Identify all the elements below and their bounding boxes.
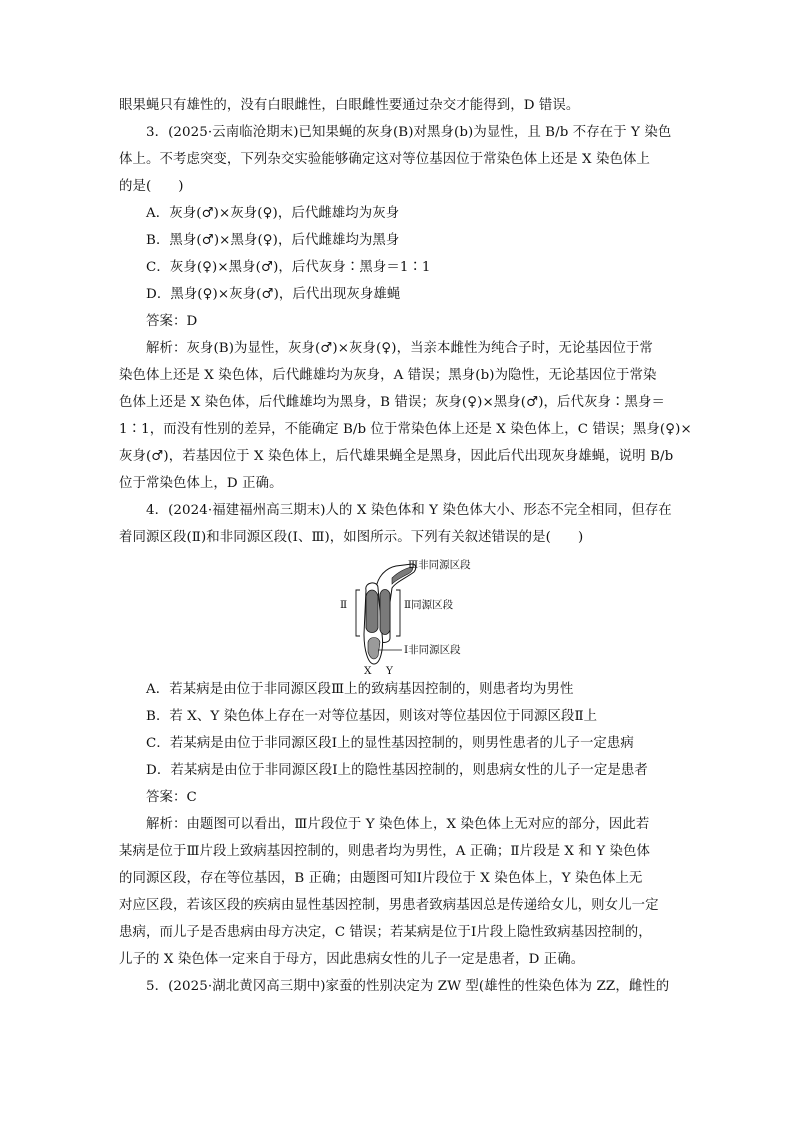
label-x-chromosome: X bbox=[364, 665, 372, 676]
text-line: 儿子的 X 染色体一定来自于母方，因此患病女性的儿子一定是患者，D 正确。 bbox=[119, 952, 585, 967]
text-line: 着同源区段(Ⅱ)和非同源区段(Ⅰ、Ⅲ)，如图所示。下列有关叙述错误的是( ) bbox=[119, 530, 584, 545]
text-line: 患病，而儿子是否患病由母方决定，C 错误；若某病是位于Ⅰ片段上隐性致病基因控制的， bbox=[119, 925, 652, 940]
option-d: D．黑身(♀)×灰身(♂)，后代出现灰身雄蝇 bbox=[146, 287, 401, 302]
text-line: 的是( ) bbox=[119, 179, 184, 194]
bracket-left bbox=[356, 590, 360, 636]
question-4-stem: 4．(2024·福建福州高三期末)人的 X 染色体和 Y 染色体大小、形态不完全相同，但存在 bbox=[146, 503, 672, 518]
option-a: A．若某病是由位于非同源区段Ⅲ上的致病基因控制的，则患者均为男性 bbox=[146, 682, 574, 697]
label-region-ii-left: Ⅱ bbox=[340, 599, 348, 611]
text-line: 体上。不考虑突变，下列杂交实验能够确定这对等位基因位于常染色体上还是 X 染色体上 bbox=[119, 152, 650, 167]
answer: 答案：C bbox=[146, 790, 197, 805]
text-line: 灰身(♂)，若基因位于 X 染色体上，后代雄果蝇全是黑身，因此后代出现灰身雄蝇，说明 B/b bbox=[119, 449, 674, 464]
bracket-right bbox=[396, 590, 400, 636]
homologous-region-x bbox=[366, 590, 378, 633]
option-c: C．灰身(♀)×黑身(♂)，后代灰身∶黑身＝1∶1 bbox=[146, 260, 431, 275]
analysis: 解析：由题图可以看出，Ⅲ片段位于 Y 染色体上，X 染色体上无对应的部分，因此若 bbox=[146, 817, 650, 832]
option-b: B．黑身(♂)×黑身(♀)，后代雌雄均为黑身 bbox=[146, 233, 400, 248]
option-c: C．若某病是由位于非同源区段Ⅰ上的显性基因控制的，则男性患者的儿子一定患病 bbox=[146, 736, 634, 751]
label-region-i: Ⅰ非同源区段 bbox=[404, 644, 461, 656]
text-line: 色体上还是 X 染色体，后代雌雄均为黑身，B 错误；灰身(♀)×黑身(♂)，后代灰身∶黑身＝ bbox=[119, 395, 665, 410]
label-region-iii: Ⅲ非同源区段 bbox=[408, 559, 471, 571]
analysis: 解析：灰身(B)为显性，灰身(♂)×灰身(♀)，当亲本雌性为纯合子时，无论基因位于常 bbox=[146, 341, 653, 356]
text-line: 1∶1，而没有性别的差异，不能确定 B/b 位于常染色体上还是 X 染色体上，C 错误；黑身(♀)× bbox=[119, 422, 692, 437]
question-5-stem: 5．(2025·湖北黄冈高三期中)家蚕的性别决定为 ZW 型(雄性的性染色体为 ZZ，雌性的 bbox=[146, 979, 670, 994]
text-line: 对应区段，若该区段的疾病由显性基因控制，男患者致病基因总是传递给女儿，则女儿一定 bbox=[119, 898, 659, 913]
text-line: 位于常染色体上，D 正确。 bbox=[119, 476, 283, 491]
text-line: 的同源区段，存在等位基因，B 正确；由题图可知Ⅰ片段位于 X 染色体上，Y 染色体上无 bbox=[119, 871, 643, 886]
text-line: 染色体上还是 X 染色体，后代雌雄均为灰身，A 错误；黑身(b)为隐性，无论基因位于常染 bbox=[119, 368, 657, 383]
label-y-chromosome: Y bbox=[386, 665, 393, 676]
label-region-ii-right: Ⅱ同源区段 bbox=[404, 599, 454, 611]
answer: 答案：D bbox=[146, 314, 198, 329]
option-d: D．若某病是由位于非同源区段Ⅰ上的隐性基因控制的，则患病女性的儿子一定是患者 bbox=[146, 763, 648, 778]
text-line: 某病是位于Ⅲ片段上致病基因控制的，则患者均为男性，A 正确；Ⅱ片段是 X 和 Y 染色体 bbox=[119, 844, 651, 859]
text-line: 眼果蝇只有雄性的，没有白眼雌性，白眼雌性要通过杂交才能得到，D 错误。 bbox=[119, 98, 580, 113]
region-i-shading bbox=[368, 638, 380, 659]
option-b: B．若 X、Y 染色体上存在一对等位基因，则该对等位基因位于同源区段Ⅱ上 bbox=[146, 709, 598, 724]
question-3-stem: 3．(2025·云南临沧期末)已知果蝇的灰身(B)对黑身(b)为显性，且 B/b 不存在于 Y 染色 bbox=[146, 125, 672, 140]
option-a: A．灰身(♂)×灰身(♀)，后代雌雄均为灰身 bbox=[146, 206, 400, 221]
xy-chromosome-diagram bbox=[330, 558, 510, 676]
homologous-region-y bbox=[380, 590, 390, 635]
